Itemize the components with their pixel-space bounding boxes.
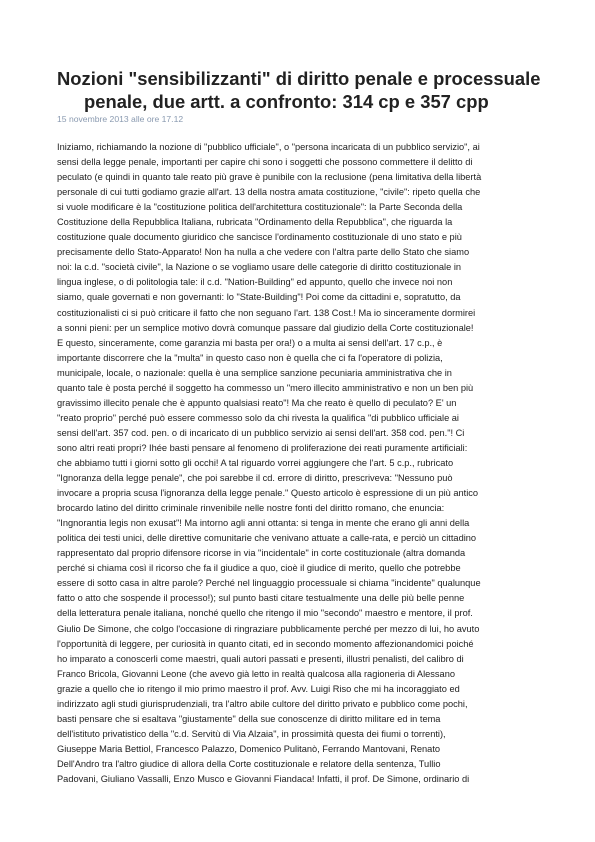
body-text-line: lingua inglese, o di politologia tale: il c.d. "Nation-Building" ed appunto, quello che invece noi non <box>57 277 453 288</box>
body-text-line: noi: la c.d. "società civile", la Nazione o se vogliamo usare delle categorie di diritto costituzionale in <box>57 262 462 273</box>
body-text-line: basti pensare che si esaltava "giustamente" della sue conoscenze di diritto militare ed in tema <box>57 713 441 724</box>
body-text-line: dell'istituto privatistico della "c.d. Servitù di Via Alzaia", in prossimità questa dei fiumi o torrenti), <box>57 728 446 739</box>
body-text-line: municipale, locale, o nazionale: quella è una semplice sanzione pecuniaria amministrativa che in <box>57 367 452 378</box>
body-text-line: grazie a quello che io ritengo il mio primo maestro il prof. Avv. Luigi Riso che mi ha incoraggiato ed <box>57 683 460 694</box>
article-title-line-1: Nozioni "sensibilizzanti" di diritto penale e processuale <box>57 68 541 89</box>
body-text-line: peculato (e quindi in quanto tale reato più grave è punibile con la reclusione (pena limitativa della libertà <box>57 172 482 183</box>
body-text-line: politica dei testi unici, delle direttive comunitarie che venivano attuate a calle-rata, e perciò un cittadino <box>57 533 477 544</box>
body-text-line: "reato proprio" perché può essere commesso solo da chi rivesta la qualifica "di pubblico ufficiale ai <box>57 412 459 423</box>
body-text-line: Costituzione della Repubblica Italiana, rubricata "Ordinamento della Repubblica", che riguarda la <box>57 217 453 228</box>
body-text-line: costituzione quale documento giuridico che sancisce l'ordinamento costituzionale di uno stato e più <box>57 232 462 243</box>
body-text-line: sensi della legge penale, importanti per capire chi sono i soggetti che possono commettere il delitto di <box>57 157 473 168</box>
body-text-line: importante discorrere che la "multa" in questo caso non è quella che ci fa l'operatore di polizia, <box>57 352 443 363</box>
body-text-line: della letteratura penale italiana, nonché quello che ritengo il mio "secondo" maestro e mentore, il prof. <box>57 608 473 619</box>
body-text-line: precisamente dello Stato-Apparato! Non ha nulla a che vedere con l'altra parte dello Stato che siamo <box>57 247 470 258</box>
body-text-line: che abbiamo tutti i giorni sotto gli occhi! A tal riguardo vorrei aggiungere che l'art. 5 c.p., rubricato <box>57 457 454 468</box>
body-text-line: Dell'Andro tra l'altro giudice di allora della Corte costituzionale e relatore della sentenza, Tullio <box>57 758 441 769</box>
body-text-line: indirizzato agli studi giurisprudenziali, tra l'altro abile cultore del diritto privato e pubblico come pochi, <box>57 698 468 709</box>
body-text-line: invocare a propria scusa l'ignoranza della legge penale." Questo articolo è espressione di un più antico <box>57 488 479 499</box>
body-text-line: "Ingnorantia legis non exusat"! Ma intorno agli anni ottanta: si tenga in mente che erano gli anni della <box>57 518 470 529</box>
body-text-line: a sonni pieni: per un semplice motivo dovrà comunque passare dal giudizio della Corte costituzionale! <box>57 322 474 333</box>
body-text-line: rappresentato dal proprio difensore ricorse in via "incidentale" in corte costituzionale (altra domanda <box>57 548 466 559</box>
body-text-line: personale di cui tutti godiamo grazie all'art. 13 della nostra amata costituzione, "civile": ripeto quella che <box>57 187 481 198</box>
body-text-line: fatto o atto che sospende il processo!); sul punto basti citare testualmente una delle più belle penne <box>57 593 465 604</box>
article-body <box>57 140 547 787</box>
body-text-line: sono altri reati propri? Ihée basti pensare al fenomeno di proliferazione dei reati puramente artificiali: <box>57 442 468 453</box>
body-text-line: essere di sotto casa in altre parole? Perché nel linguaggio processuale si chiama "incidente" qualunque <box>57 578 481 589</box>
body-text-line: Franco Bricola, Giovanni Leone (che avevo già letto in realtà qualcosa alla ragioneria di Alessano <box>57 668 455 679</box>
body-text-line: Padovani, Giuliano Vassalli, Enzo Musco e Giovanni Fiandaca! Infatti, il prof. De Simone, ordinario di <box>57 773 470 784</box>
body-text-line: quanto tale è posta perché il soggetto ha commesso un "mero illecito amministrativo e non un ben più <box>57 382 474 393</box>
body-text-line: perché si chiama così il ricorso che fa il giudice a quo, cioè il giudice di merito, quello che potrebbe <box>57 563 461 574</box>
body-text-line: E questo, sinceramente, come garanzia mi basta per ora!) o a multa ai sensi dell'art. 17 c.p., è <box>57 337 443 348</box>
body-text-line: gravissimo illecito penale che è appunto qualsiasi reato"! Ma che reato è quello di peculato? E' un <box>57 397 457 408</box>
body-text-line: Giulio De Simone, che colgo l'occasione di ringraziare pubblicamente perché per mezzo di lui, ho avuto <box>57 623 480 634</box>
publish-date: 15 novembre 2013 alle ore 17.12 <box>57 114 184 124</box>
article-title <box>57 67 547 113</box>
body-text-line: "Ignoranza della legge penale", che poi sarebbe il cd. errore di diritto, prescriveva: "Nessuno può <box>57 473 453 484</box>
body-text-line: Iniziamo, richiamando la nozione di "pubblico ufficiale", o "persona incaricata di un pubblico servizio", ai <box>57 142 480 152</box>
body-text-line: brocardo latino del diritto criminale rinvenibile nelle nostre fonti del diritto romano, che enuncia: <box>57 503 445 514</box>
body-text-line: costituzionalisti ci si può criticare il fatto che non seguano l'art. 138 Cost.! Ma io sinceramente dormirei <box>57 307 476 318</box>
body-text-line: si vuole modificare è la "costituzione politica dell'architettura costituzionale": la Parte Seconda della <box>57 202 463 213</box>
body-text-line: ho imparato a conoscerli come maestri, quali autori passati e presenti, illustri penalisti, del calibro di <box>57 653 464 664</box>
body-text-line: l'opportunità di leggere, per curiosità in quanto citati, ed in secondo momento affezionandomici poiché <box>57 638 474 649</box>
body-text-line: Giuseppe Maria Bettiol, Francesco Palazzo, Domenico Pulitanò, Ferrando Mantovani, Renato <box>57 743 441 754</box>
body-text-line: sensi dell'art. 357 cod. pen. o di incaricato di un pubblico servizio ai sensi dell'art. 358 cod. pen."! Ci <box>57 427 465 438</box>
body-text-line: siamo, quale governati e non governanti: lo "State-Building"! Poi come da cittadini e, sopratutto, da <box>57 292 461 303</box>
article-title-line-2: penale, due artt. a confronto: 314 cp e 357 cpp <box>84 91 489 112</box>
